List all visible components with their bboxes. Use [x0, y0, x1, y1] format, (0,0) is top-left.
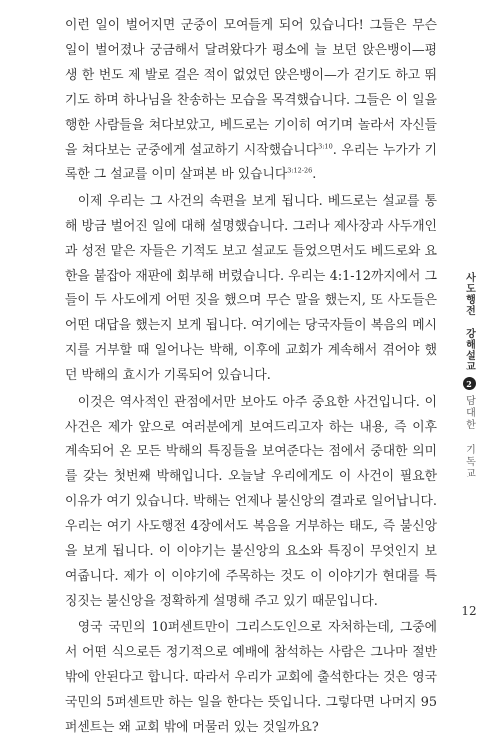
paragraph-1-end: .	[312, 167, 317, 183]
paragraph-1-text: 이런 일이 벌어지면 군중이 모여들게 되어 있습니다! 그들은 무슨 일이 벌어졌나 궁금해서 달려왔다가 평소에 늘 보던 앉은뱅이—평생 한 번도 제 발로 걸은 적이 없었던 앉은뱅이—가 걷기도 하고 뛰기도 하며 하나님을 찬송하는 모습을 목격했습니다. 그들은 이 일을 행한 사람들을 쳐다보았고, 베드로는 기이히 여기며 놀라서 자신들을 쳐다보는 군중에게 설교하기 시작했습니다	[65, 18, 437, 158]
paragraph-1-tail: . 우리는 누가가 기록한 그 설교를 이미 살펴본 바 있습니다	[65, 142, 437, 183]
running-header	[454, 272, 484, 480]
paragraph-1	[65, 14, 437, 188]
body-text	[65, 14, 437, 741]
paragraph-4: 영국 국민의 10퍼센트만이 그리스도인으로 자처하는데, 그중에서 어떤 식으로든 정기적으로 예배에 참석하는 사람은 그나마 절반밖에 안된다고 합니다. 따라서 우리가 교회에 출석한다는 것은 영국 국민의 5퍼센트만 하는 일을 한다는 뜻입니다. 그렇다면 나머지 95퍼센트는 왜 교회 밖에 머물러 있는 것일까요?	[65, 620, 437, 735]
scripture-reference-1: 3:10	[318, 142, 333, 151]
volume-badge: 2	[463, 377, 476, 390]
scripture-reference-2: 3:12-26	[287, 167, 313, 176]
paragraph-3: 이것은 역사적인 관점에서만 보아도 아주 중요한 사건입니다. 이 사건은 제가 앞으로 여러분에게 보여드리고자 하는 내용, 즉 이후 계속되어 온 모든 박해의 특징들을 보여준다는 점에서 중대한 의미를 갖는 첫번째 박해입니다. 오늘날 우리에게도 이 사건이 필요한 이유가 여기 있습니다. 박해는 언제나 불신앙의 결과로 일어납니다. 우리는 여기 사도행전 4장에서도 복음을 거부하는 태도, 즉 불신앙을 보게 됩니다. 이 이야기는 불신앙의 요소와 특징이 무엇인지 보여줍니다. 제가 이 이야기에 주목하는 것도 이 이야기가 현대를 특징짓는 불신앙을 정확하게 설명해 주고 있기 때문입니다.	[65, 394, 437, 609]
series-title: 사도행전 강해설교	[463, 272, 475, 372]
page-number: 12	[461, 604, 477, 618]
paragraph-2: 이제 우리는 그 사건의 속편을 보게 됩니다. 베드로는 설교를 통해 방금 벌어진 일에 대해 설명했습니다. 그러나 제사장과 사두개인과 성전 맡은 자들은 기적도 보고 설교도 들었으면서도 베드로와 요한을 붙잡아 재판에 회부해 버렸습니다. 우리는 4:1-12까지에서 그들이 두 사도에게 어떤 짓을 했으며 무슨 말을 했는지, 또 사도들은 어떤 대답을 했는지 보게 됩니다. 여기에는 당국자들이 복음의 메시지를 거부할 때 일어나는 박해, 이후에 교회가 계속해서 겪어야 했던 박해의 효시가 기록되어 있습니다.	[65, 193, 437, 384]
book-title: 담대한 기독교	[463, 395, 475, 480]
